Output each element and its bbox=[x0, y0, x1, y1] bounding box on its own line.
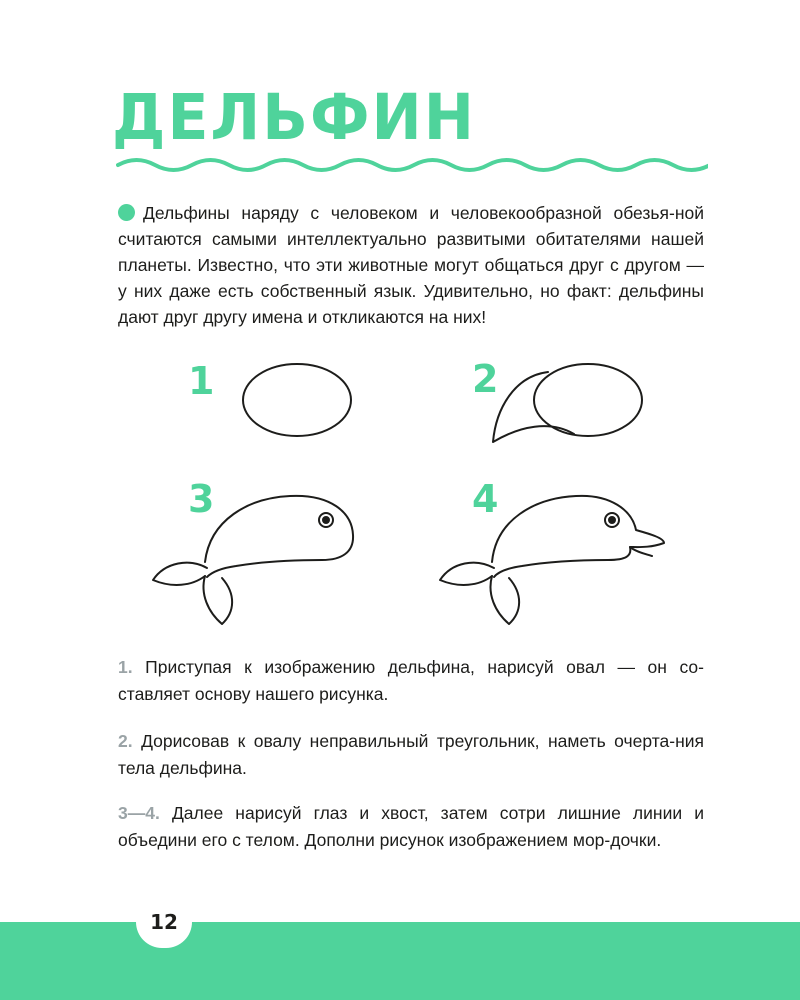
step-2-label: 2. bbox=[118, 731, 133, 751]
step2-oval-triangle bbox=[493, 364, 642, 442]
step-3-4-text: Далее нарисуй глаз и хвост, затем сотри лишние линии и объедини его с телом. Дополни рисунок изображением мор-дочки. bbox=[118, 803, 704, 850]
intro-text: Дельфины наряду с человеком и человекообразной обезья-ной считаются самыми интеллектуально развитыми обитателями нашей планеты. Известно, что эти животные могут общаться друг с другом — у них даже есть собственный язык. Удивительно, но факт: дельфины дают друг другу имена и откликаются на них! bbox=[118, 203, 704, 327]
step-number-4: 4 bbox=[472, 477, 499, 521]
step-number-2: 2 bbox=[472, 357, 499, 401]
step3-dolphin-body bbox=[153, 496, 353, 624]
step-2-text: Дорисовав к овалу неправильный треугольник, наметь очерта-ния тела дельфина. bbox=[118, 731, 704, 778]
page-title: ДЕЛЬФИН bbox=[112, 81, 476, 155]
footer-bar bbox=[0, 922, 800, 1000]
step4-dolphin-complete bbox=[440, 496, 664, 624]
step-number-3: 3 bbox=[188, 477, 215, 521]
step-1-instruction bbox=[118, 654, 704, 708]
step-3-4-instruction bbox=[118, 800, 704, 854]
step-number-1: 1 bbox=[188, 359, 215, 403]
step-2-instruction bbox=[118, 728, 704, 782]
step-1-label: 1. bbox=[118, 657, 133, 677]
step-3-4-label: 3—4. bbox=[118, 803, 160, 823]
step1-oval bbox=[243, 364, 351, 436]
step-1-text: Приступая к изображению дельфина, нарисуй овал — он со-ставляет основу нашего рисунка. bbox=[118, 657, 704, 704]
page-number: 12 bbox=[150, 910, 178, 934]
